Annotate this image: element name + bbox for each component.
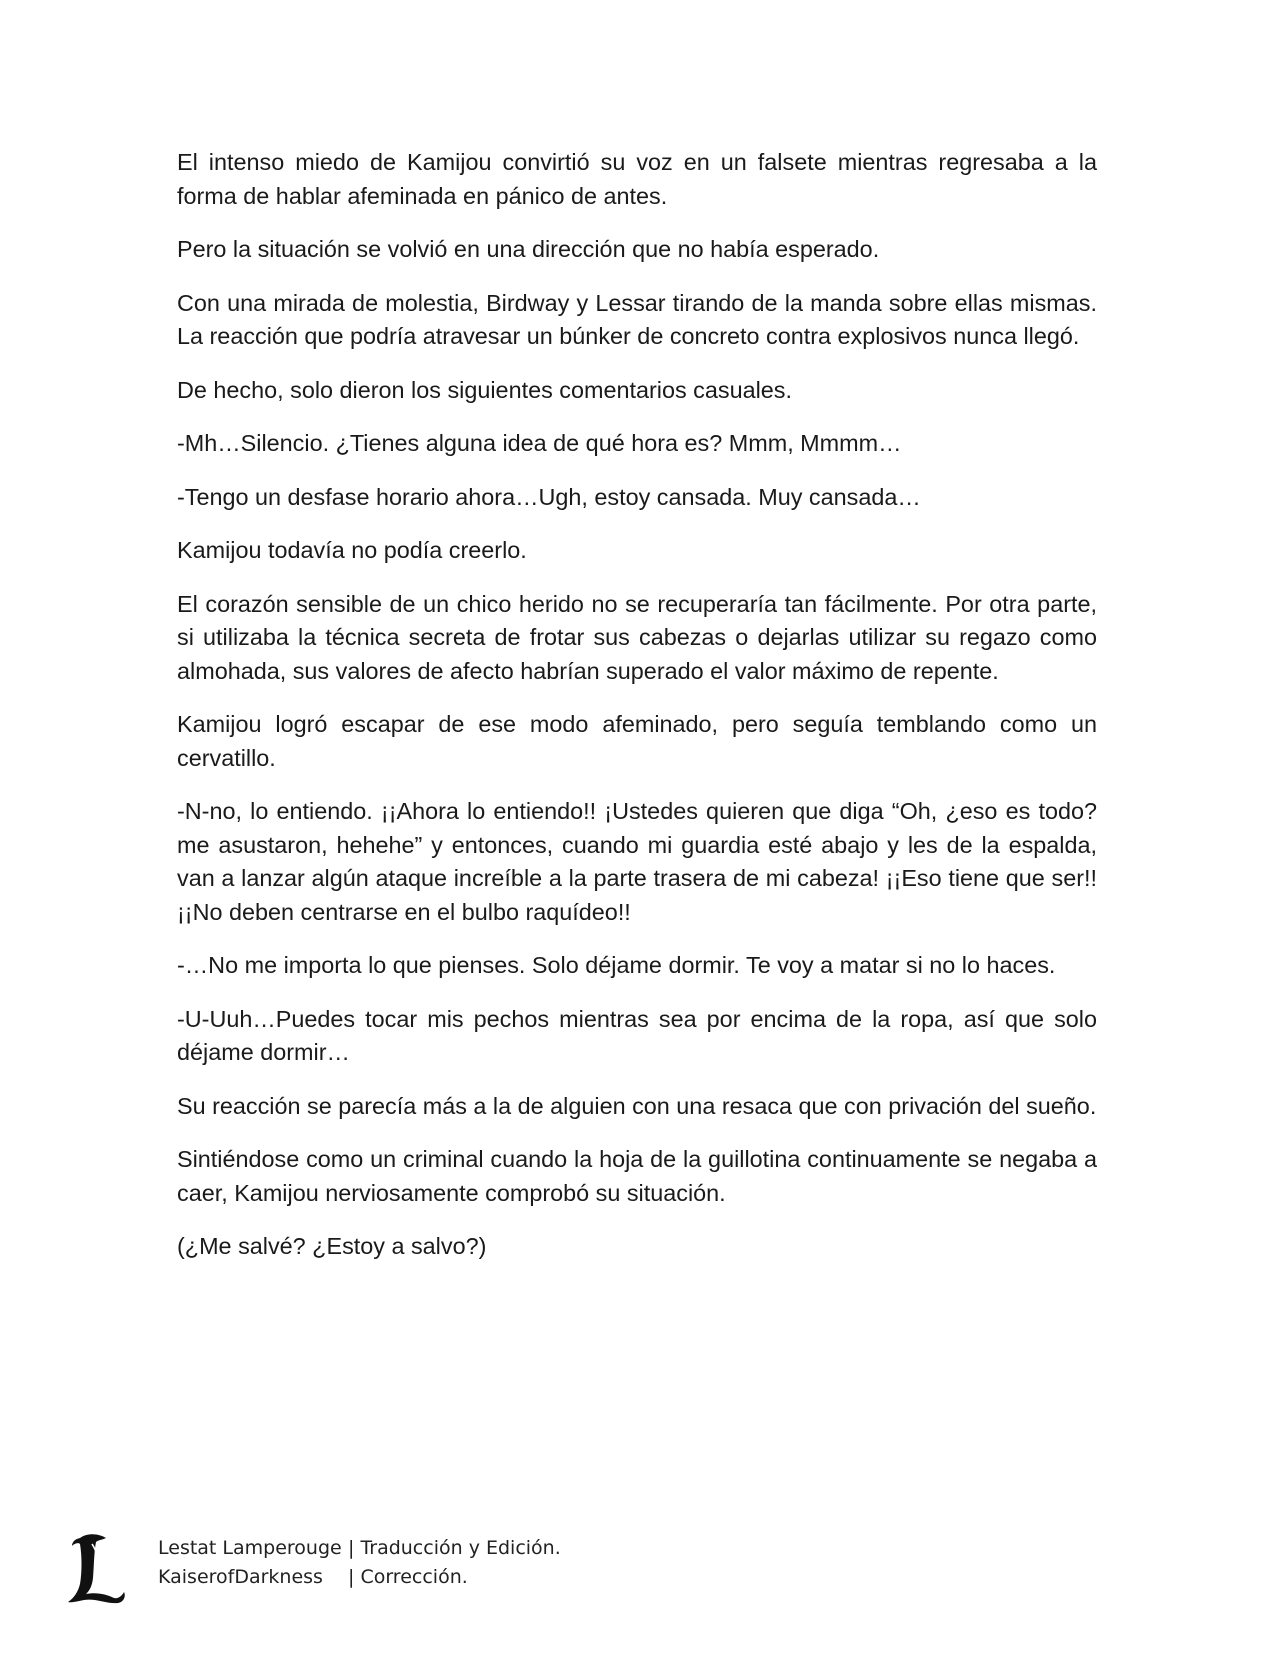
dialogue-line: -Mh…Silencio. ¿Tienes alguna idea de qué hora es? Mmm, Mmmm… <box>177 430 902 456</box>
credit-line-translator <box>158 1534 561 1563</box>
page-footer <box>66 1532 766 1612</box>
gothic-l-logo-icon <box>66 1532 128 1604</box>
credit-line-editor <box>158 1563 561 1592</box>
credit-name: KaiserofDarkness <box>158 1566 323 1588</box>
dialogue-line: -…No me importa lo que pienses. Solo déjame dormir. Te voy a matar si no lo haces. <box>177 952 1056 978</box>
paragraph: El corazón sensible de un chico herido no se recuperaría tan fácilmente. Por otra parte, si utilizaba la técnica secreta de frotar sus cabezas o dejarlas utilizar su regazo como almohada, sus valores de afecto habrían superado el valor máximo de repente. <box>177 590 1097 684</box>
paragraph: Kamijou todavía no podía creerlo. <box>177 537 527 563</box>
thought-line: (¿Me salvé? ¿Estoy a salvo?) <box>177 1233 487 1259</box>
dialogue-line: -N-no, lo entiendo. ¡¡Ahora lo entiendo!! ¡Ustedes quieren que diga “Oh, ¿eso es todo? me asustaron, hehehe” y entonces, cuando mi guardia esté abajo y les de la espalda, van a lanzar algún ataque increíble a la parte trasera de mi cabeza! ¡¡Eso tiene que ser!! ¡¡No deben centrarse en el bulbo raquídeo!! <box>177 798 1097 925</box>
dialogue-line: -U-Uuh…Puedes tocar mis pechos mientras sea por encima de la ropa, así que solo déjame dormir… <box>177 1005 1097 1065</box>
dialogue-line: -Tengo un desfase horario ahora…Ugh, estoy cansada. Muy cansada… <box>177 483 921 510</box>
paragraph: De hecho, solo dieron los siguientes comentarios casuales. <box>177 376 792 403</box>
paragraph: Pero la situación se volvió en una dirección que no había esperado. <box>177 236 880 262</box>
paragraph: Sintiéndose como un criminal cuando la hoja de la guillotina continuamente se negaba a caer, Kamijou nerviosamente comprobó su situación. <box>177 1146 1097 1206</box>
document-body <box>177 146 1097 1284</box>
paragraph: El intenso miedo de Kamijou convirtió su voz en un falsete mientras regresaba a la forma de hablar afeminada en pánico de antes. <box>177 149 1097 209</box>
paragraph: Con una mirada de molestia, Birdway y Lessar tirando de la manda sobre ellas mismas. La reacción que podría atravesar un búnker de concreto contra explosivos nunca llegó. <box>177 289 1097 349</box>
credit-name: Lestat Lamperouge <box>158 1537 342 1559</box>
paragraph: Su reacción se parecía más a la de alguien con una resaca que con privación del sueño. <box>177 1092 1097 1119</box>
paragraph: Kamijou logró escapar de ese modo afeminado, pero seguía temblando como un cervatillo. <box>177 711 1097 771</box>
credit-role: | Traducción y Edición. <box>348 1537 561 1559</box>
credit-role: | Corrección. <box>348 1566 468 1588</box>
credits <box>158 1534 561 1592</box>
